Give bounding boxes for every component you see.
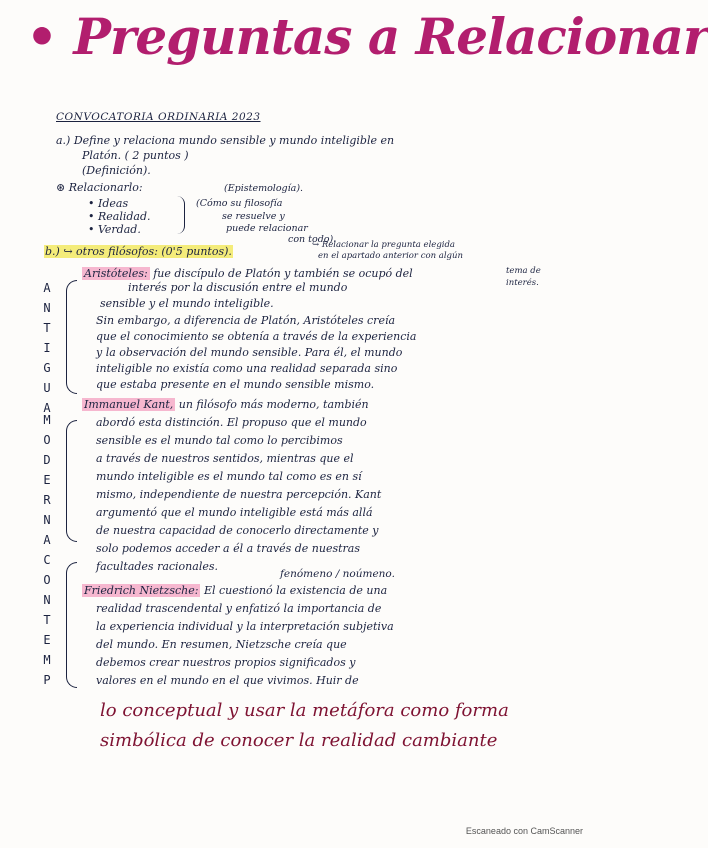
side-note-2: (Cómo su filosofía [196,198,283,209]
nietzsche-line-3: la experiencia individual y la interpretación subjetiva [96,620,394,633]
kant-line-1: Immanuel Kant, un filósofo más moderno, también [84,398,369,411]
question-a-definition: (Definición). [82,164,151,177]
title-bullet: • [26,7,57,66]
page-title [26,6,708,68]
aristoteles-line-7: inteligible no existía como una realidad separada sino [96,362,398,375]
nietzsche-line-4: del mundo. En resumen, Nietzsche creía que [96,638,347,651]
nietzsche-name: Friedrich Nietzsche: [84,584,199,597]
question-b-note-1: ↪ Relacionar la pregunta elegida [312,240,455,250]
label-antigua: A N T I G U A [43,281,51,415]
side-note-3: se resuelve y [222,211,285,222]
nietzsche-line-1: Friedrich Nietzsche: El cuestionó la existencia de una [84,584,388,597]
kant-line-2: abordó esta distinción. El propuso que el mundo [96,416,367,429]
nietzsche-line-2: realidad trascendental y enfatizó la importancia de [96,602,382,615]
rel-item-ideas: • Ideas [88,197,129,210]
question-b-note-4: interés. [506,278,539,288]
side-note-1: (Epistemología). [224,183,304,194]
items-brace [176,196,185,234]
aristoteles-line-5: que el conocimiento se obtenía a través de la experiencia [96,330,417,343]
nietzsche-line-5: debemos crear nuestros propios significados y [96,656,356,669]
aristoteles-line-1: Aristóteles: fue discípulo de Platón y también se ocupó del [84,267,413,280]
question-a-line-2: Platón. ( 2 puntos ) [82,149,189,162]
relacionarlo-label: ⊛ Relacionarlo: [56,181,143,194]
kant-line-10: facultades racionales. [96,560,218,573]
bracket-contemp [66,562,77,688]
side-note-4: puede relacionar [226,223,308,234]
rel-item-realidad: • Realidad. [88,210,151,223]
kant-name: Immanuel Kant, [84,398,174,411]
kant-line-5: mundo inteligible es el mundo tal como es en sí [96,470,362,483]
side-note-5: con todo). [288,234,337,245]
kant-line-3: sensible es el mundo tal como lo percibimos [96,434,343,447]
aristoteles-name: Aristóteles: [84,267,148,280]
kant-line-8: de nuestra capacidad de conocerlo directamente y [96,524,379,537]
bracket-moderna [66,420,77,542]
aristoteles-line-8: que estaba presente en el mundo sensible mismo. [96,378,375,391]
question-b-line [44,245,233,258]
nietzsche-line-6: valores en el mundo en el que vivimos. Huir de [96,674,359,687]
scanner-watermark: Escaneado con CamScanner [465,826,583,836]
kant-line-9: solo podemos acceder a él a través de nuestras [96,542,360,555]
title-text: Preguntas a Relacionar [73,7,708,66]
question-b-note-2: en el apartado anterior con algún [318,251,463,261]
question-b-text: b.) ↪ otros filósofos: (0'5 puntos). [45,245,232,258]
aristoteles-line-4: Sin embargo, a diferencia de Platón, Aristóteles creía [96,314,396,327]
label-moderna: M O D E R N A [43,413,51,547]
nietzsche-red-line-1: lo conceptual y usar la metáfora como forma [100,700,509,721]
question-a-line-1: a.) Define y relaciona mundo sensible y mundo inteligible en [56,134,395,147]
section-header: CONVOCATORIA ORDINARIA 2023 [56,111,261,123]
kant-line-7: argumentó que el mundo inteligible está más allá [96,506,373,519]
kant-line-6: mismo, independiente de nuestra percepción. Kant [96,488,382,501]
aristoteles-line-3: sensible y el mundo inteligible. [100,297,274,310]
kant-note-fenomeno: fenómeno / noúmeno. [280,568,395,580]
aristoteles-line-2: interés por la discusión entre el mundo [128,281,348,294]
rel-item-verdad: • Verdad. [88,223,141,236]
kant-line-4: a través de nuestros sentidos, mientras que el [96,452,354,465]
bracket-antigua [66,280,77,394]
nietzsche-red-line-2: simbólica de conocer la realidad cambiante [100,730,498,751]
question-b-note-3: tema de [506,266,541,276]
aristoteles-line-6: y la observación del mundo sensible. Para él, el mundo [96,346,403,359]
label-contemp: C O N T E M P [43,553,51,687]
